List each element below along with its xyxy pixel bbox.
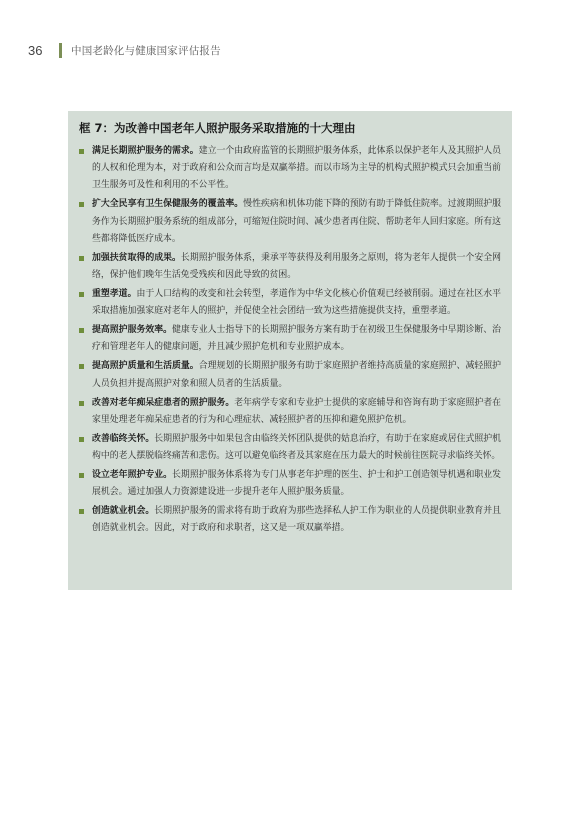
bullet-icon: [79, 473, 84, 478]
bullet-icon: [79, 149, 84, 154]
list-item: [79, 395, 501, 429]
item-heading: 改善对老年痴呆症患者的照护服务。: [92, 397, 235, 408]
item-body: 慢性疾病和机体功能下降的预防有助于降低住院率。过渡期照护服务作为长期照护服务系统的组成部分，可缩短住院时间、减少患者再住院、帮助老年人回归家庭。所有这些都将降低医疗成本。: [92, 199, 502, 244]
item-body: 合理规划的长期照护服务有助于家庭照护者维持高质量的家庭照护、减轻照护人员负担并提高照护对象和照人员者的生活质量。: [92, 361, 501, 389]
list-item: [79, 196, 501, 248]
page-number: 36: [28, 42, 43, 58]
item-body: 长期照护服务体系，秉承平等获得及利用服务之原则，将为老年人提供一个安全网络，保护他们晚年生活免受残疾和因此导致的贫困。: [92, 252, 502, 281]
item-body: 由于人口结构的改变和社会转型，孝道作为中华文化核心价值观已经被削弱。通过在社区水平采取措施加强家庭对老年人的照护，并促使全社会团结一致为这些措施提供支持，重塑孝道。: [92, 289, 502, 317]
item-heading: 改善临终关怀。: [92, 433, 155, 444]
item-heading: 提高照护服务效率。: [92, 325, 173, 336]
box-title: 框 7：为改善中国老年人照护服务采取措施的十大理由: [79, 121, 356, 135]
running-title: 中国老龄化与健康国家评估报告: [71, 44, 221, 57]
list-item: [79, 431, 501, 465]
bullet-icon: [79, 202, 84, 207]
item-body: 长期照护服务的需求将有助于政府为那些选择私人护工作为职业的人员提供职业教育并且创造就业机会。因此，对于政府和求职者，这又是一项双赢举措。: [92, 506, 502, 534]
list-item: [79, 358, 501, 392]
list-item: [79, 322, 501, 356]
item-heading: 重塑孝道。: [92, 289, 137, 300]
header-divider: [59, 43, 62, 58]
list-item: [79, 250, 501, 284]
item-body: 健康专业人士指导下的长期照护服务方案有助于在初级卫生保健服务中早期诊断、治疗和管理老年人的健康问题，并且减少照护危机和专业照护成本。: [92, 325, 502, 353]
item-body: 长期照护服务体系将为专门从事老年护理的医生、护士和护工创造领导机遇和职业发展机会。通过加强人力资源建设进一步提升老年人照护服务质量。: [92, 470, 502, 498]
bullet-icon: [79, 328, 84, 333]
item-heading: 加强扶贫取得的成果。: [92, 252, 181, 263]
list-item: [79, 286, 501, 320]
bullet-icon: [79, 401, 84, 406]
bullet-icon: [79, 256, 84, 261]
bullet-icon: [79, 509, 84, 514]
bullet-icon: [79, 292, 84, 297]
list-item: [79, 503, 501, 537]
item-heading: 提高照护质量和生活质量。: [92, 361, 199, 372]
item-body: 建立一个由政府监管的长期照护服务体系，此体系以保护老年人及其照护人员的人权和伦理为本，对于政府和公众而言均是双赢举措。而以市场为主导的机构式照护模式只会加重当前卫生服务可及性和利用的不公平性。: [92, 146, 501, 191]
text-box: [68, 111, 512, 590]
page-header: [28, 40, 221, 60]
item-body: 长期照护服务中如果包含由临终关怀团队提供的姑息治疗，有助于在家庭或居住式照护机构中的老人摆脱临终痛苦和悲伤。这可以避免临终者及其家庭在压力最大的时候前往医院寻求临终关怀。: [92, 433, 502, 462]
reasons-list: [79, 143, 501, 538]
item-body: 老年病学专家和专业护士提供的家庭辅导和咨询有助于家庭照护者在家里处理老年痴呆症患者的行为和心理症状、减轻照护者的压抑和避免照护危机。: [92, 397, 501, 425]
item-heading: 创造就业机会。: [92, 506, 155, 517]
item-heading: 设立老年照护专业。: [92, 470, 173, 481]
bullet-icon: [79, 437, 84, 442]
item-heading: 扩大全民享有卫生保健服务的覆盖率。: [92, 199, 244, 210]
list-item: [79, 467, 501, 501]
item-heading: 满足长期照护服务的需求。: [92, 146, 199, 156]
list-item: [79, 143, 501, 195]
bullet-icon: [79, 364, 84, 369]
